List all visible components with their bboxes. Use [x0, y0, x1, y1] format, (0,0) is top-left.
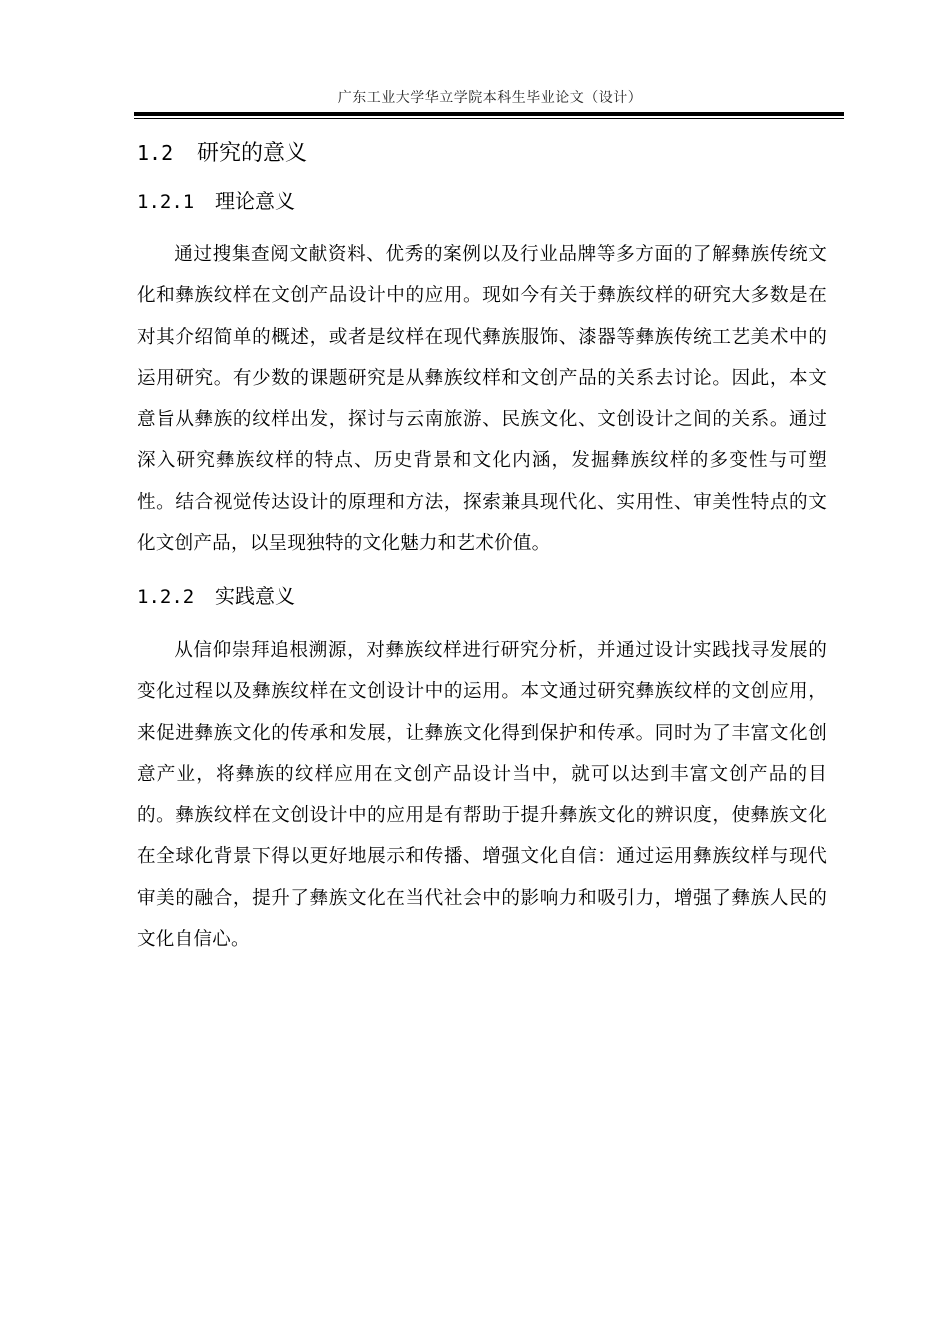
paragraph-practice: 从信仰崇拜追根溯源，对彝族纹样进行研究分析，并通过设计实践找寻发展的变化过程以及彝族纹样在文创设计中的运用。本文通过研究彝族纹样的文创应用，来促进彝族文化的传承和发展，让彝族文化得到保护和传承。同时为了丰富文化创意产业，将彝族的纹样应用在文创产品设计当中，就可以达到丰富文创产品的目的。彝族纹样在文创设计中的应用是有帮助于提升彝族文化的辨识度，使彝族文化在全球化背景下得以更好地展示和传播、增强文化自信：通过运用彝族纹样与现代审美的融合，提升了彝族文化在当代社会中的影响力和吸引力，增强了彝族人民的文化自信心。 [137, 640, 827, 951]
section-number: 1.2 [137, 141, 174, 165]
subsection-heading-practice [137, 582, 295, 611]
subsection-title: 理论意义 [215, 189, 295, 213]
running-header: 广东工业大学华立学院本科生毕业论文（设计） [337, 90, 643, 106]
subsection-heading-theory [137, 187, 295, 216]
section-heading [137, 138, 307, 169]
subsection-number: 1.2.1 [137, 191, 195, 213]
header-rule-thick [134, 112, 844, 116]
subsection-number: 1.2.2 [137, 586, 195, 608]
paragraph-theory: 通过搜集查阅文献资料、优秀的案例以及行业品牌等多方面的了解彝族传统文化和彝族纹样在文创产品设计中的应用。现如今有关于彝族纹样的研究大多数是在对其介绍简单的概述，或者是纹样在现代彝族服饰、漆器等彝族传统工艺美术中的运用研究。有少数的课题研究是从彝族纹样和文创产品的关系去讨论。因此，本文意旨从彝族的纹样出发，探讨与云南旅游、民族文化、文创设计之间的关系。通过深入研究彝族纹样的特点、历史背景和文化内涵，发掘彝族纹样的多变性与可塑性。结合视觉传达设计的原理和方法，探索兼具现代化、实用性、审美性特点的文化文创产品，以呈现独特的文化魅力和艺术价值。 [137, 244, 827, 555]
subsection-title: 实践意义 [215, 584, 295, 608]
header-rule-thin [134, 118, 844, 119]
section-title: 研究的意义 [197, 141, 308, 166]
